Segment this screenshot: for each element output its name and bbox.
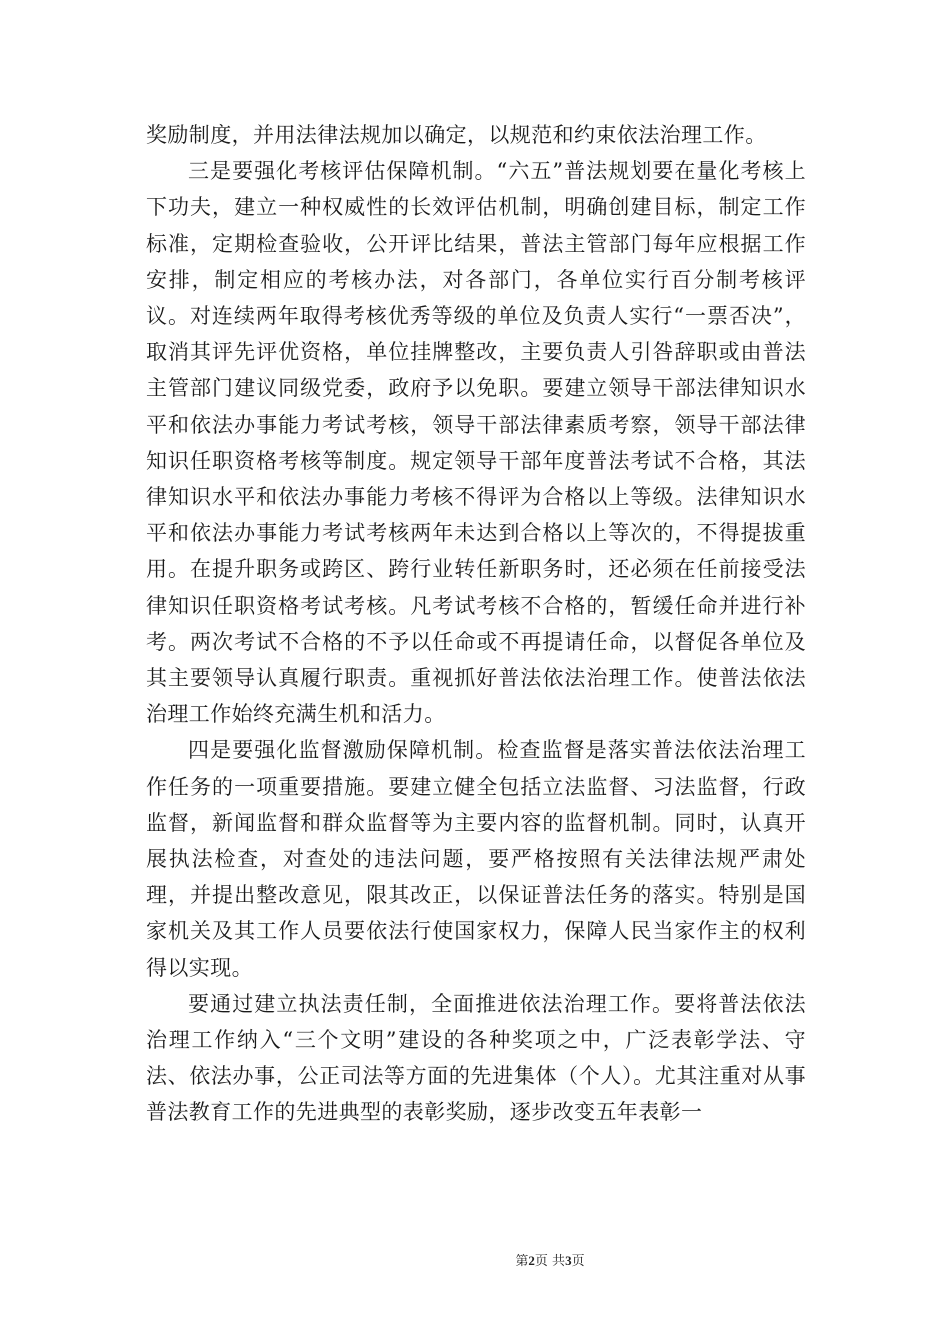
current-page-number: 2 [528, 1253, 535, 1268]
paragraph-1: 奖励制度，并用法律法规加以确定，以规范和约束依法治理工作。 [146, 123, 767, 147]
footer-suffix: 页 [571, 1254, 585, 1269]
page-footer [0, 1250, 950, 1269]
document-body [146, 117, 806, 1131]
paragraph-4: 要通过建立执法责任制，全面推进依法治理工作。要将普法依法治理工作纳入“三个文明”建设的各种奖项之中，广泛表彰学法、守法、依法办事，公正司法等方面的先进集体（个人）。尤其注重对从事普法教育工作的先进典型的表彰奖励，逐步改变五年表彰一 [146, 991, 806, 1125]
footer-prefix: 第 [515, 1254, 529, 1269]
footer-middle: 页 共 [534, 1254, 566, 1269]
paragraph-3: 四是要强化监督激励保障机制。检查监督是落实普法依法治理工作任务的一项重要措施。要建立健全包括立法监督、习法监督，行政监督，新闻监督和群众监督等为主要内容的监督机制。同时，认真开展执法检查，对查处的违法问题，要严格按照有关法律法规严肃处理，并提出整改意见，限其改正，以保证普法任务的落实。特别是国家机关及其工作人员要依法行使国家权力，保障人民当家作主的权利得以实现。 [146, 738, 806, 980]
total-pages-number: 3 [565, 1253, 572, 1268]
paragraph-2: 三是要强化考核评估保障机制。“六五”普法规划要在量化考核上下功夫，建立一种权威性的长效评估机制，明确创建目标，制定工作标准，定期检查验收，公开评比结果，普法主管部门每年应根据工作安排，制定相应的考核办法，对各部门，各单位实行百分制考核评议。对连续两年取得考核优秀等级的单位及负责人实行“一票否决”，取消其评先评优资格，单位挂牌整改，主要负责人引咎辞职或由普法主管部门建议同级党委，政府予以免职。要建立领导干部法律知识水平和依法办事能力考试考核，领导干部法律素质考察，领导干部法律知识任职资格考核等制度。规定领导干部年度普法考试不合格，其法律知识水平和依法办事能力考核不得评为合格以上等级。法律知识水平和依法办事能力考试考核两年未达到合格以上等次的，不得提拔重用。在提升职务或跨区、跨行业转任新职务时，还必须在任前接受法律知识任职资格考试考核。凡考试考核不合格的，暂缓任命并进行补考。两次考试不合格的不予以任命或不再提请任命，以督促各单位及其主要领导认真履行职责。重视抓好普法依法治理工作。使普法依法治理工作始终充满生机和活力。 [146, 159, 806, 727]
